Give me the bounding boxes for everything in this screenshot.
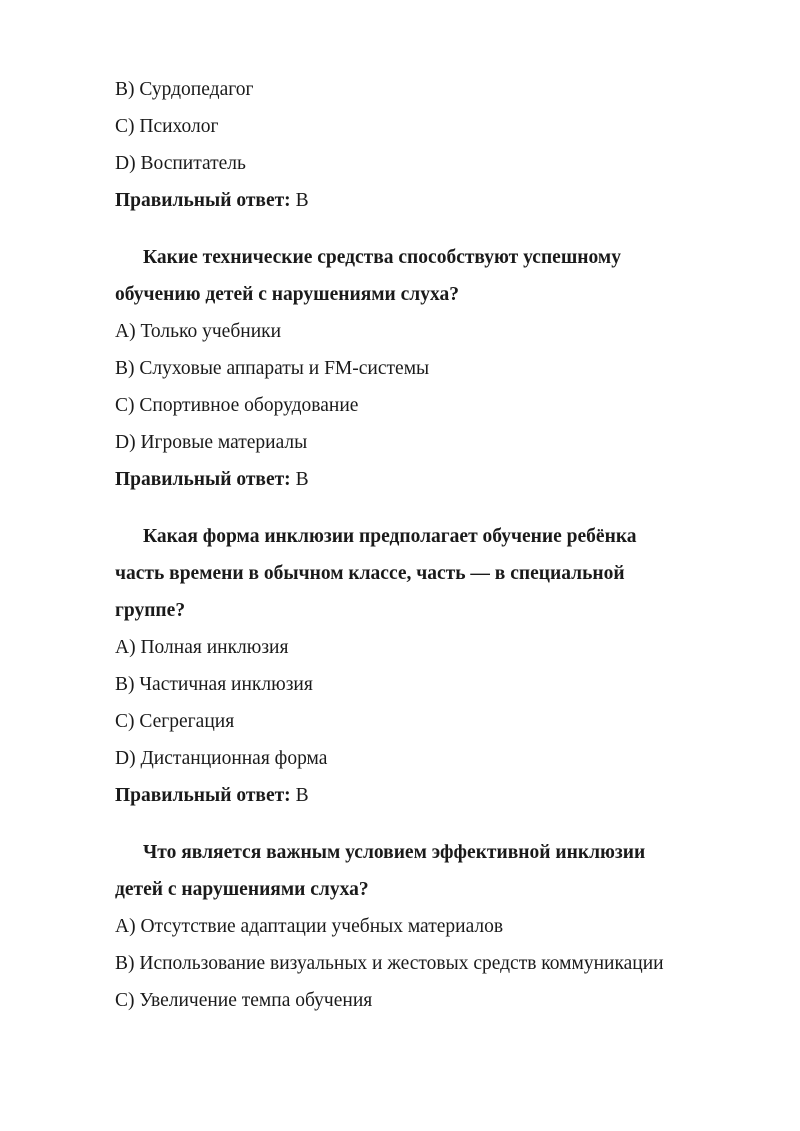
correct-answer-label: Правильный ответ: bbox=[115, 190, 291, 211]
question-text: часть времени в обычном классе, часть — в специальной bbox=[115, 563, 625, 584]
answer-option: D) Дистанционная форма bbox=[115, 748, 328, 769]
options-block bbox=[115, 313, 755, 498]
answer-option: A) Полная инклюзия bbox=[115, 637, 289, 658]
question-block bbox=[115, 518, 755, 629]
question-block bbox=[115, 834, 755, 908]
correct-answer bbox=[115, 182, 755, 219]
answer-option: B) Частичная инклюзия bbox=[115, 674, 313, 695]
correct-answer-value: B bbox=[295, 190, 309, 211]
question-text: группе? bbox=[115, 600, 186, 621]
question-text: детей с нарушениями слуха? bbox=[115, 879, 369, 900]
question-block bbox=[115, 239, 755, 313]
answer-option: C) Сегрегация bbox=[115, 711, 235, 732]
correct-answer bbox=[115, 777, 755, 814]
options-block bbox=[115, 908, 755, 1019]
answer-option: C) Увеличение темпа обучения bbox=[115, 990, 373, 1011]
question-text: обучению детей с нарушениями слуха? bbox=[115, 284, 459, 305]
correct-answer-value: B bbox=[295, 469, 309, 490]
answer-option: B) Использование визуальных и жестовых средств коммуникации bbox=[115, 953, 664, 974]
question-text: Какие технические средства способствуют успешному bbox=[143, 247, 621, 268]
correct-answer bbox=[115, 461, 755, 498]
correct-answer-value: B bbox=[295, 785, 309, 806]
document-page bbox=[115, 71, 755, 1019]
answer-option: B) Слуховые аппараты и FM-системы bbox=[115, 358, 430, 379]
answer-option: D) Воспитатель bbox=[115, 153, 246, 174]
answer-option: C) Психолог bbox=[115, 116, 219, 137]
answer-option: A) Отсутствие адаптации учебных материалов bbox=[115, 916, 504, 937]
answer-option: A) Только учебники bbox=[115, 321, 282, 342]
question-block-continued bbox=[115, 71, 755, 219]
answer-option: C) Спортивное оборудование bbox=[115, 395, 359, 416]
correct-answer-label: Правильный ответ: bbox=[115, 785, 291, 806]
options-block bbox=[115, 629, 755, 814]
answer-option: B) Сурдопедагог bbox=[115, 79, 254, 100]
correct-answer-label: Правильный ответ: bbox=[115, 469, 291, 490]
question-text: Что является важным условием эффективной инклюзии bbox=[143, 842, 646, 863]
answer-option: D) Игровые материалы bbox=[115, 432, 308, 453]
question-text: Какая форма инклюзии предполагает обучение ребёнка bbox=[143, 526, 637, 547]
